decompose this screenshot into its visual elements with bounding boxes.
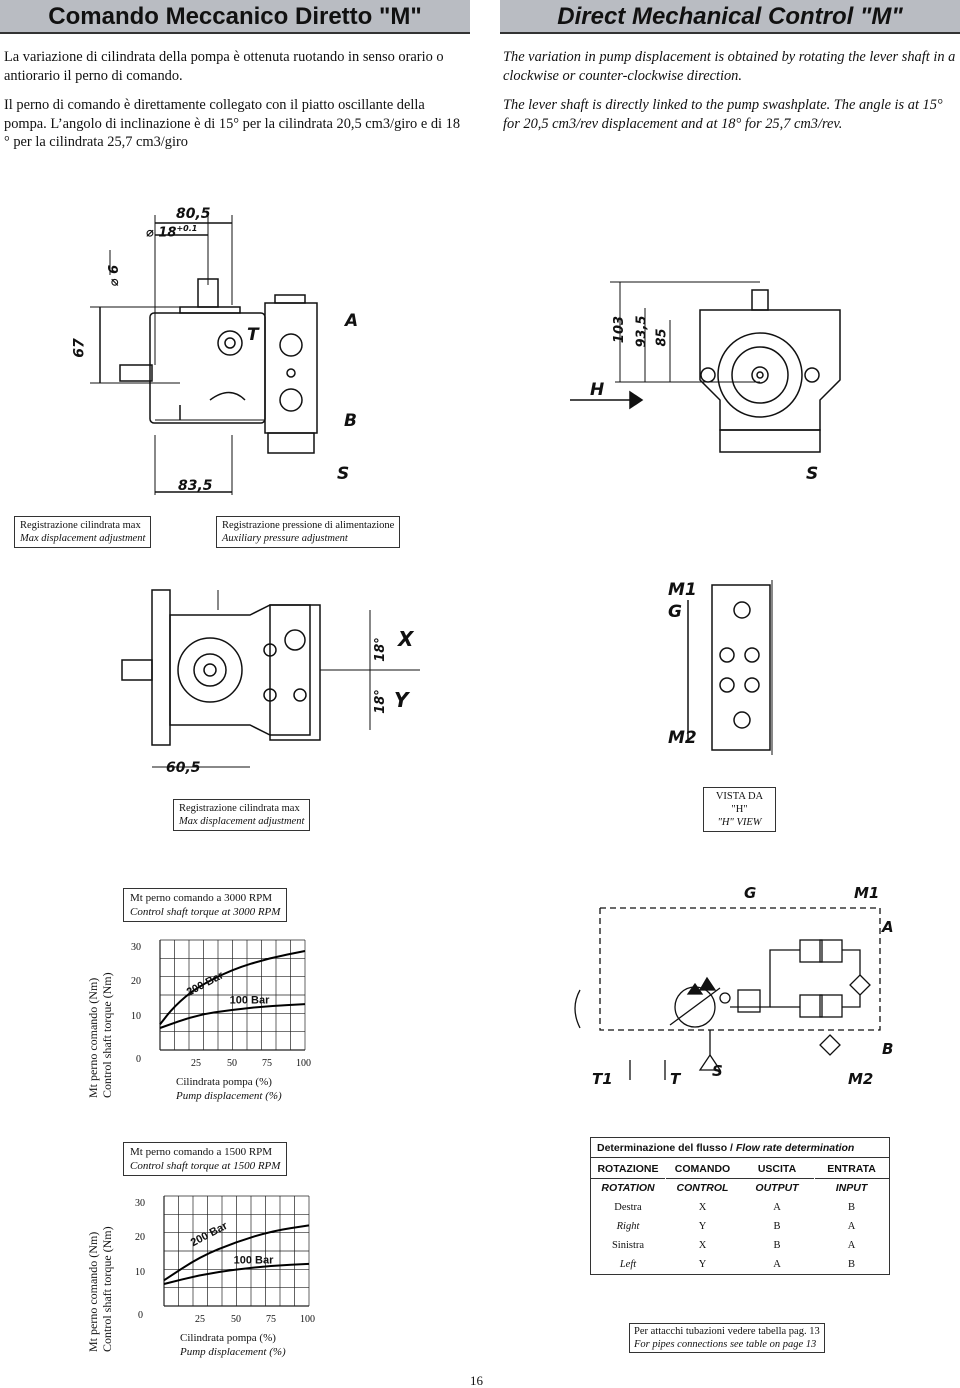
label-max-disp-2-it: Registrazione cilindrata max [179, 803, 300, 814]
flow-rate-table [590, 1137, 890, 1275]
intro-it-p2: Il perno di comando è direttamente collegato con il piatto oscillante della pompa. L’angolo di inclinazione è di 15° per la cilindrata 20,5 cm3/giro e di 18 ° per la cilindrata 25,7 cm3/giro [4, 97, 461, 150]
flow-title-it: Determinazione del flusso [597, 1142, 728, 1154]
flow-cell: B [847, 1259, 855, 1270]
angle-18-bottom: 18° [372, 689, 388, 714]
flow-header-it: ENTRATA [815, 1160, 889, 1179]
flow-cell: B [773, 1240, 781, 1251]
hydraulic-schematic [570, 880, 900, 1090]
chart2-xlabel-it: Cilindrata pompa (%) [180, 1332, 276, 1344]
chart2-plot [164, 1196, 309, 1306]
label-aux-pressure [216, 516, 400, 548]
intro-en-p1: The variation in pump displacement is obtained by rotating the lever shaft in a clockwise or counter-clockwise direction. [503, 49, 956, 84]
intro-it-p1: La variazione di cilindrata della pompa è ottenuta ruotando in senso orario o antiorario il perno di comando. [4, 49, 444, 84]
header-english: Direct Mechanical Control "M" [500, 0, 960, 34]
dim-93-5: 93,5 [634, 315, 650, 348]
chart1-xtick-25: 25 [191, 1058, 201, 1069]
flow-cell: Left [619, 1259, 637, 1270]
chart1-ylabel-it: Mt perno comando (Nm) [86, 977, 100, 1098]
chart2-xtick-100: 100 [300, 1314, 315, 1325]
chart1-ytick-10: 10 [131, 1011, 141, 1022]
flow-cell: Y [698, 1259, 707, 1270]
label-max-disp-1-en: Max displacement adjustment [20, 533, 146, 544]
flow-cell: X [698, 1240, 707, 1251]
flow-cell: Y [698, 1221, 707, 1232]
dim-60-5: 60,5 [166, 760, 201, 776]
angle-18-top: 18° [372, 637, 388, 662]
intro-en-p2: The lever shaft is directly linked to the pump swashplate. The angle is at 15° for 20,5 cm3/rev displacement and at 18° for 25,7 cm3/rev. [503, 97, 943, 132]
chart2-ytick-10: 10 [135, 1267, 145, 1278]
chart1-ytick-30: 30 [131, 942, 141, 953]
flow-header-it: USCITA [740, 1160, 814, 1179]
port-S-right: S [806, 464, 819, 484]
chart1-xtick-50: 50 [227, 1058, 237, 1069]
flow-title-sep: / [727, 1142, 736, 1154]
chart1-ylabel [86, 972, 114, 1098]
flow-cell: A [847, 1221, 856, 1232]
port-G: G [668, 602, 682, 622]
page-number: 16 [470, 1373, 483, 1388]
dim-tolerance: +0.1 [176, 224, 198, 233]
hyd-port-G: G [744, 884, 757, 902]
chart2-ytick-20: 20 [135, 1232, 145, 1243]
port-H: H [590, 380, 605, 400]
chart1-xlabel-en: Pump displacement (%) [176, 1090, 282, 1102]
chart2-subtitle: Control shaft torque at 1500 RPM [130, 1160, 281, 1172]
port-Y: Y [394, 688, 409, 712]
dim-phi-6: ⌀ 6 [107, 264, 123, 287]
port-M1: M1 [668, 580, 697, 600]
port-A: A [345, 311, 359, 331]
flow-col-2 [740, 1160, 814, 1274]
chart1-xlabel-it: Cilindrata pompa (%) [176, 1076, 272, 1088]
chart2-title: Mt perno comando a 1500 RPM [130, 1146, 273, 1158]
flow-cell: B [847, 1202, 855, 1213]
chart2-ytick-0: 0 [138, 1310, 143, 1321]
chart1-ytick-0: 0 [136, 1054, 141, 1065]
chart2-ylabel-en: Control shaft torque (Nm) [100, 1226, 114, 1352]
label-aux-en: Auxiliary pressure adjustment [222, 533, 348, 544]
chart2-ylabel-it: Mt perno comando (Nm) [86, 1231, 100, 1352]
chart2-xtick-25: 25 [195, 1314, 205, 1325]
flow-header-it: COMANDO [666, 1160, 740, 1179]
label-view-en: "H" VIEW [717, 817, 762, 828]
chart1-xtick-75: 75 [262, 1058, 272, 1069]
chart2-xlabel [180, 1331, 286, 1359]
chart1-ytick-20: 20 [131, 976, 141, 987]
chart2-ytick-30: 30 [135, 1198, 145, 1209]
flow-cell: A [773, 1202, 781, 1213]
dim-83-5: 83,5 [178, 478, 213, 494]
dim-phi-18: ⌀ $18^{+0.1}$ [146, 224, 198, 241]
intro-english [503, 48, 958, 144]
pump-control-view-drawing [110, 590, 420, 780]
port-S-left: S [337, 464, 350, 484]
chart2-label-200bar: 200 Bar [188, 1219, 230, 1250]
flow-header-en: INPUT [835, 1182, 868, 1194]
flow-cell: Sinistra [611, 1240, 645, 1251]
dim-85: 85 [654, 328, 670, 347]
flow-cell: X [698, 1202, 707, 1213]
flow-header-en: ROTATION [601, 1182, 655, 1194]
chart2-label-100bar: 100 Bar [233, 1254, 274, 1267]
flow-col-0 [591, 1160, 665, 1274]
chart1-title: Mt perno comando a 3000 RPM [130, 892, 273, 904]
dim-6: 6 [107, 264, 123, 274]
chart1-label-100bar: 100 Bar [229, 994, 270, 1007]
hyd-port-T: T [670, 1070, 681, 1088]
pipes-note [629, 1323, 825, 1353]
chart2-xlabel-en: Pump displacement (%) [180, 1346, 286, 1358]
hyd-port-A: A [882, 918, 894, 936]
chart1-label-200bar: 200 Bar [184, 969, 226, 999]
chart2-xtick-50: 50 [231, 1314, 241, 1325]
chart1-xtick-100: 100 [296, 1058, 311, 1069]
label-max-disp-1-it: Registrazione cilindrata max [20, 520, 141, 531]
chart1-plot [160, 940, 305, 1050]
label-max-displacement-1 [14, 516, 151, 548]
hyd-port-B: B [882, 1040, 894, 1058]
dim-80-5: 80,5 [176, 206, 211, 222]
pipes-note-it: Per attacchi tubazioni vedere tabella pag. 13 [634, 1326, 820, 1337]
hyd-port-M2: M2 [848, 1070, 874, 1088]
hyd-port-S: S [712, 1062, 723, 1080]
port-T: T [247, 325, 259, 345]
flow-header-it: ROTAZIONE [591, 1160, 665, 1179]
flow-col-1 [666, 1160, 740, 1274]
chart1-subtitle: Control shaft torque at 3000 RPM [130, 906, 281, 918]
header-italian: Comando Meccanico Diretto "M" [0, 0, 470, 34]
port-M2: M2 [668, 728, 697, 748]
flow-table-title [591, 1138, 889, 1158]
hyd-port-M1: M1 [854, 884, 880, 902]
flow-cell: A [847, 1240, 856, 1251]
flow-header-en: OUTPUT [755, 1182, 799, 1194]
pump-front-view-drawing [560, 270, 860, 480]
intro-italian [4, 48, 460, 163]
flow-cell: Destra [614, 1202, 642, 1213]
dim-103: 103 [612, 315, 628, 344]
flow-title-en: Flow rate determination [735, 1142, 855, 1154]
port-B: B [344, 411, 357, 431]
hyd-port-T1: T1 [592, 1070, 613, 1088]
flow-col-3 [815, 1160, 889, 1274]
chart1-title-box [123, 888, 287, 922]
label-h-view [703, 787, 776, 832]
label-max-disp-2-en: Max displacement adjustment [179, 816, 305, 827]
flow-cell: B [773, 1221, 781, 1232]
label-max-displacement-2 [173, 799, 310, 831]
chart2-xtick-75: 75 [266, 1314, 276, 1325]
pipes-note-en: For pipes connections see table on page 13 [634, 1339, 817, 1350]
flow-cell: A [773, 1259, 781, 1270]
label-view-it: VISTA DA "H" [715, 791, 764, 815]
dim-18: 18 [158, 225, 177, 241]
pump-side-view-drawing [60, 195, 380, 495]
chart1-xlabel [176, 1075, 282, 1103]
flow-cell: Right [616, 1221, 640, 1232]
chart2-title-box [123, 1142, 287, 1176]
port-X: X [398, 627, 414, 651]
flow-header-en: CONTROL [676, 1182, 729, 1194]
label-aux-it: Registrazione pressione di alimentazione [222, 520, 395, 531]
dim-67: 67 [71, 338, 88, 358]
chart1-ylabel-en: Control shaft torque (Nm) [100, 972, 114, 1098]
chart2-ylabel [86, 1226, 114, 1352]
